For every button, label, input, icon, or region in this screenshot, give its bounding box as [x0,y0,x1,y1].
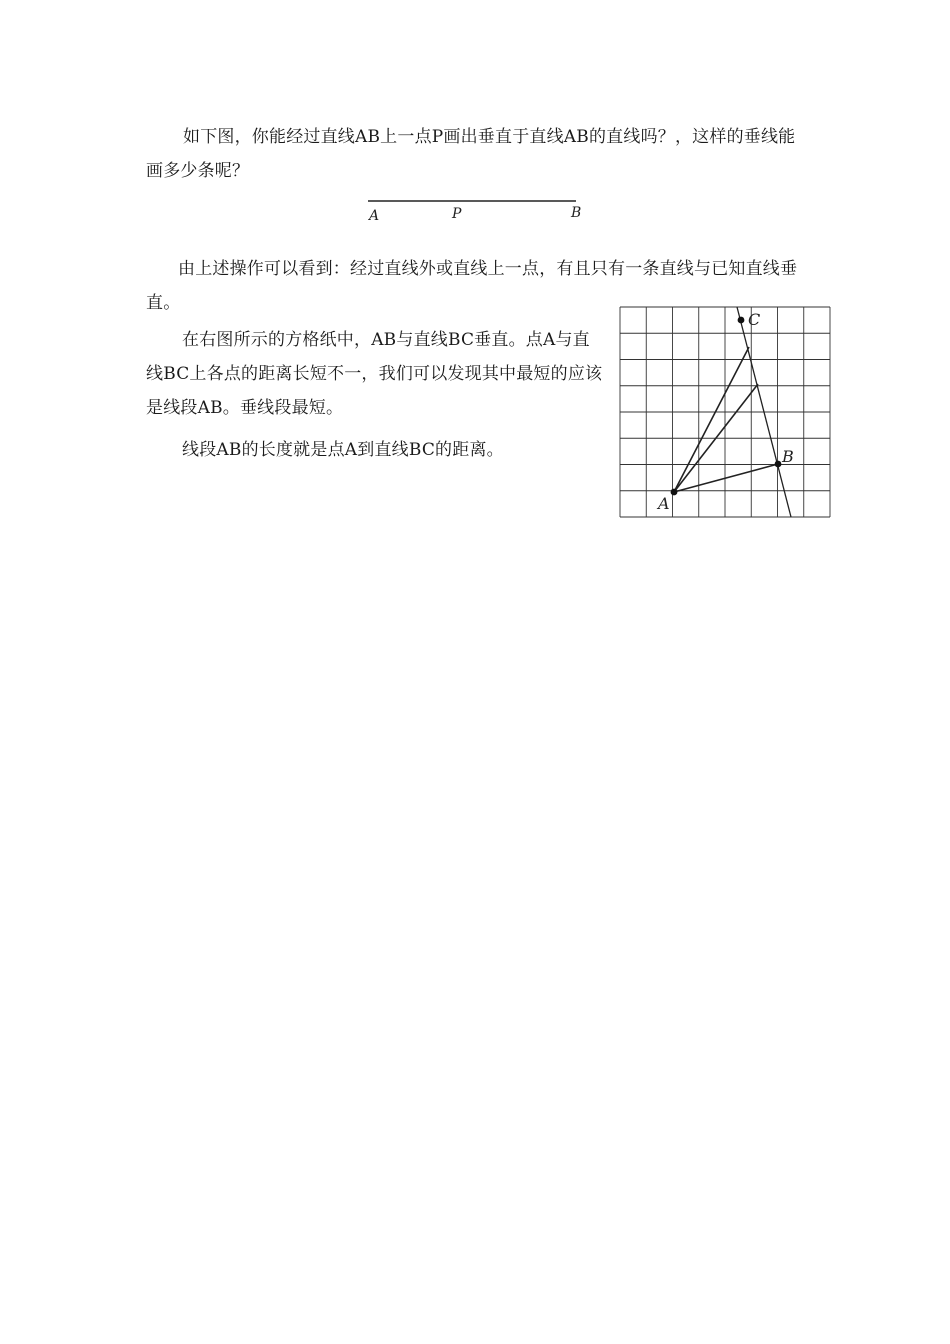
label-a: A [369,208,380,224]
label-p: P [452,206,462,222]
grid-label-a: A [658,494,670,513]
segment-a-upper [674,347,749,492]
label-b: B [571,205,582,221]
paragraph-distance-definition: 线段AB的长度就是点A到直线BC的距离。 [182,440,504,460]
segment-ab [674,464,778,492]
paragraph-conclusion: 由上述操作可以看到：经过直线外或直线上一点，有且只有一条直线与已知直线垂直。 [146,259,798,313]
point-b [775,461,782,468]
point-c [738,317,745,324]
grid-label-b: B [782,447,794,466]
grid-label-c: C [748,310,761,329]
paragraph-grid-explanation: 在右图所示的方格纸中，AB与直线BC垂直。点A与直线BC上各点的距离长短不一，我们可以发现其中最短的应该是线段AB。垂线段最短。 [146,330,603,418]
point-a [671,489,678,496]
line-ab-figure [360,190,600,230]
grid-lines [620,307,830,517]
paragraph-question: 如下图，你能经过直线AB上一点P画出垂直于直线AB的直线吗？，这样的垂线能画多少条呢？ [146,127,796,181]
grid-figure [612,300,842,525]
